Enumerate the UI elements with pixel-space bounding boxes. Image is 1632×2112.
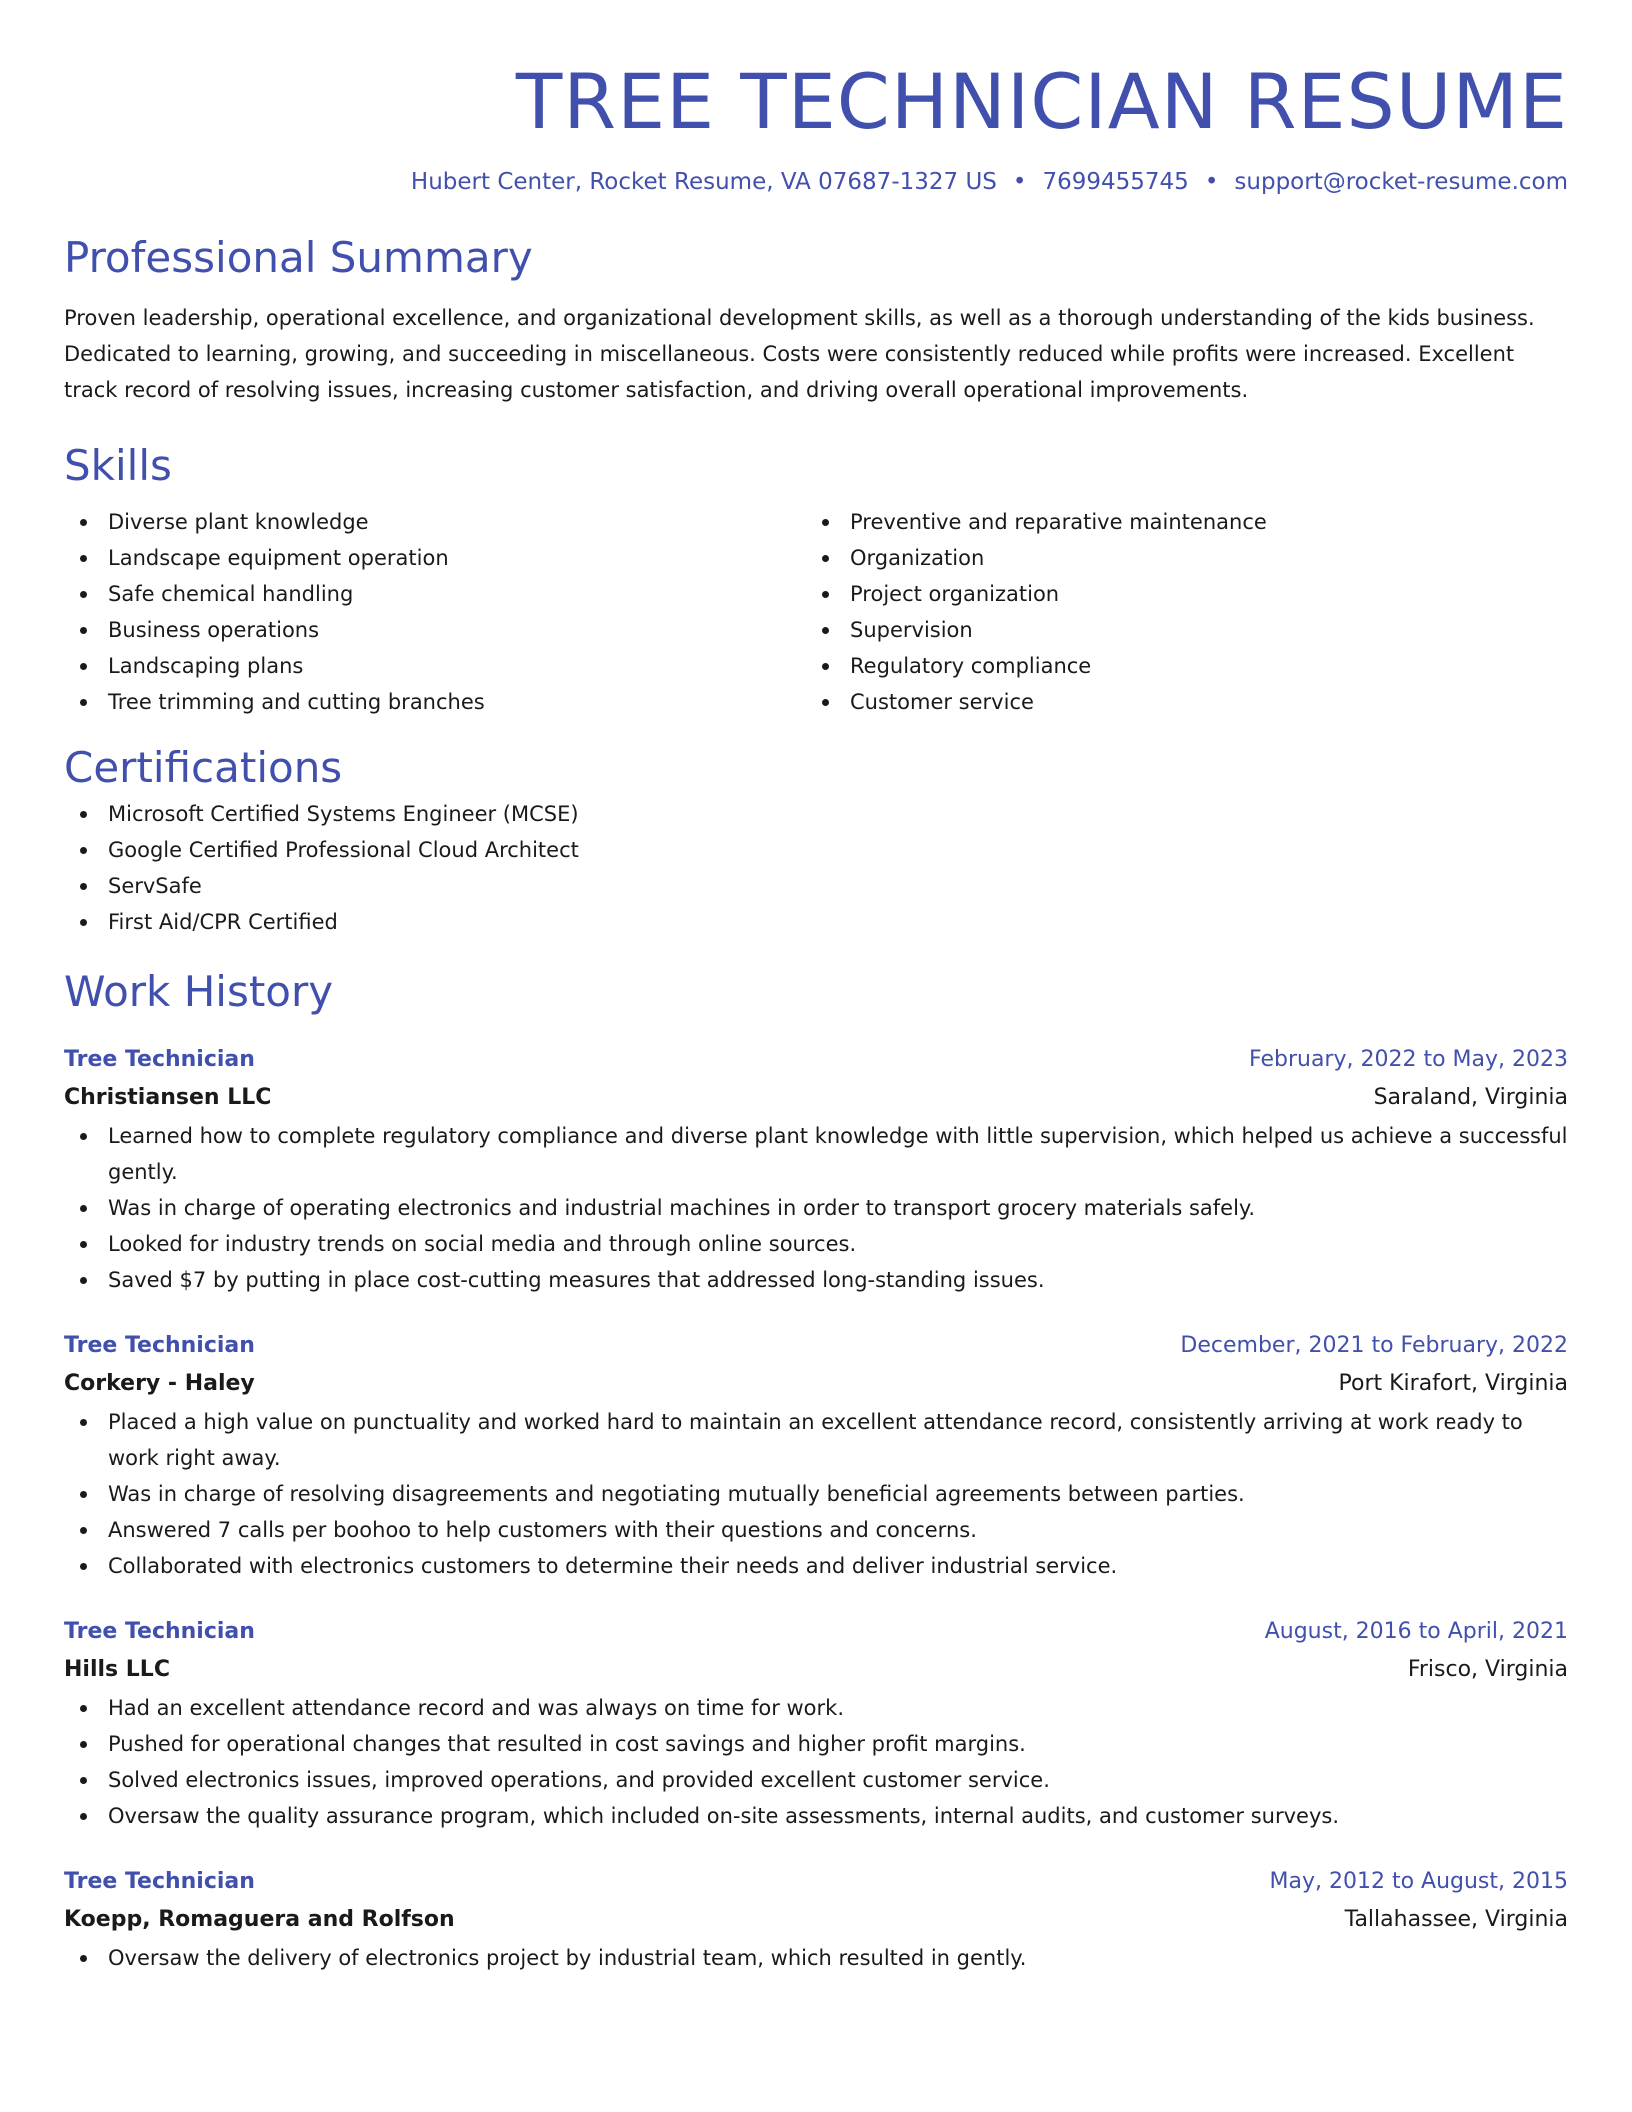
resume-header	[64, 54, 1568, 198]
summary-heading: Professional Summary	[64, 233, 533, 282]
job-company: Koepp, Romaguera and Rolfson	[64, 1907, 455, 1932]
job-dates: May, 2012 to August, 2015	[1269, 1869, 1568, 1894]
skills-heading: Skills	[64, 441, 172, 490]
job-title: Tree Technician	[64, 1333, 255, 1358]
skill-item: Tree trimming and cutting branches	[64, 684, 806, 720]
job-entry	[64, 1864, 1568, 1976]
job-title-row	[64, 1328, 1568, 1364]
skill-item: Diverse plant knowledge	[64, 504, 806, 540]
job-location: Saraland, Virginia	[1373, 1085, 1568, 1110]
job-bullets	[64, 1690, 1568, 1834]
certification-item: ServSafe	[64, 868, 1568, 904]
job-title-row	[64, 1042, 1568, 1078]
summary-text: Proven leadership, operational excellence, and organizational development skills, as well as a thorough understanding of the kids business. Dedicated to learning, growing, and succeeding in miscellaneous. Costs were consistently reduced while profits were increased. Excellent track record of resolving issues, increasing customer satisfaction, and driving overall operational improvements.	[64, 306, 1535, 402]
job-bullet: Collaborated with electronics customers to determine their needs and deliver industrial service.	[64, 1548, 1568, 1584]
job-company-row	[64, 1364, 1568, 1404]
job-bullet: Was in charge of resolving disagreements and negotiating mutually beneficial agreements between parties.	[64, 1476, 1568, 1512]
job-location: Port Kirafort, Virginia	[1338, 1371, 1568, 1396]
job-bullet: Solved electronics issues, improved operations, and provided excellent customer service.	[64, 1762, 1568, 1798]
job-company-row	[64, 1900, 1568, 1940]
resume-name: TREE TECHNICIAN RESUME	[515, 57, 1568, 146]
summary-section	[64, 230, 1568, 408]
skills-list-right	[806, 504, 1568, 720]
job-bullet: Placed a high value on punctuality and worked hard to maintain an excellent attendance record, consistently arriving at work ready to work right away.	[64, 1404, 1568, 1476]
skills-section	[64, 438, 1568, 720]
job-bullet: Learned how to complete regulatory compliance and diverse plant knowledge with little supervision, which helped us achieve a successful gently.	[64, 1118, 1568, 1190]
job-entry	[64, 1042, 1568, 1298]
skill-item: Customer service	[806, 684, 1568, 720]
job-dates: February, 2022 to May, 2023	[1249, 1047, 1568, 1072]
contact-separator: •	[1204, 169, 1219, 195]
contact-phone: 7699455745	[1042, 169, 1189, 195]
skill-item: Regulatory compliance	[806, 648, 1568, 684]
contact-address: Hubert Center, Rocket Resume, VA 07687-1327 US	[410, 169, 997, 195]
job-dates: August, 2016 to April, 2021	[1264, 1619, 1568, 1644]
job-bullet: Had an excellent attendance record and was always on time for work.	[64, 1690, 1568, 1726]
skills-list-left	[64, 504, 806, 720]
job-title: Tree Technician	[64, 1619, 255, 1644]
job-entry	[64, 1614, 1568, 1834]
work-history-section	[64, 964, 1568, 1976]
skill-item: Safe chemical handling	[64, 576, 806, 612]
certifications-heading: Certifications	[64, 743, 343, 792]
contact-email: support@rocket-resume.com	[1234, 169, 1568, 195]
job-bullet: Oversaw the delivery of electronics project by industrial team, which resulted in gently.	[64, 1940, 1568, 1976]
job-title: Tree Technician	[64, 1047, 255, 1072]
certification-item: Microsoft Certified Systems Engineer (MCSE)	[64, 796, 1568, 832]
skill-item: Business operations	[64, 612, 806, 648]
skill-item: Project organization	[806, 576, 1568, 612]
skill-item: Preventive and reparative maintenance	[806, 504, 1568, 540]
contact-separator: •	[1012, 169, 1027, 195]
job-company-row	[64, 1078, 1568, 1118]
job-bullet: Saved $7 by putting in place cost-cutting measures that addressed long-standing issues.	[64, 1262, 1568, 1298]
job-bullet: Was in charge of operating electronics and industrial machines in order to transport grocery materials safely.	[64, 1190, 1568, 1226]
certification-item: Google Certified Professional Cloud Architect	[64, 832, 1568, 868]
skills-grid	[64, 504, 1568, 720]
job-bullets	[64, 1940, 1568, 1976]
job-bullets	[64, 1404, 1568, 1584]
skill-item: Organization	[806, 540, 1568, 576]
job-company: Corkery - Haley	[64, 1371, 255, 1396]
job-bullet: Pushed for operational changes that resulted in cost savings and higher profit margins.	[64, 1726, 1568, 1762]
job-location: Frisco, Virginia	[1407, 1657, 1568, 1682]
job-dates: December, 2021 to February, 2022	[1180, 1333, 1568, 1358]
certifications-section	[64, 740, 1568, 940]
job-title-row	[64, 1614, 1568, 1650]
work-history-heading: Work History	[64, 967, 334, 1016]
job-bullet: Oversaw the quality assurance program, which included on-site assessments, internal audits, and customer surveys.	[64, 1798, 1568, 1834]
job-entry	[64, 1328, 1568, 1584]
skill-item: Landscape equipment operation	[64, 540, 806, 576]
job-location: Tallahassee, Virginia	[1344, 1907, 1568, 1932]
job-company-row	[64, 1650, 1568, 1690]
job-bullets	[64, 1118, 1568, 1298]
contact-line	[64, 166, 1568, 198]
certification-item: First Aid/CPR Certified	[64, 904, 1568, 940]
skill-item: Landscaping plans	[64, 648, 806, 684]
skill-item: Supervision	[806, 612, 1568, 648]
job-bullet: Looked for industry trends on social media and through online sources.	[64, 1226, 1568, 1262]
job-company: Hills LLC	[64, 1657, 170, 1682]
certifications-list	[64, 796, 1568, 940]
job-title-row	[64, 1864, 1568, 1900]
job-title: Tree Technician	[64, 1869, 255, 1894]
job-company: Christiansen LLC	[64, 1085, 272, 1110]
job-bullet: Answered 7 calls per boohoo to help customers with their questions and concerns.	[64, 1512, 1568, 1548]
